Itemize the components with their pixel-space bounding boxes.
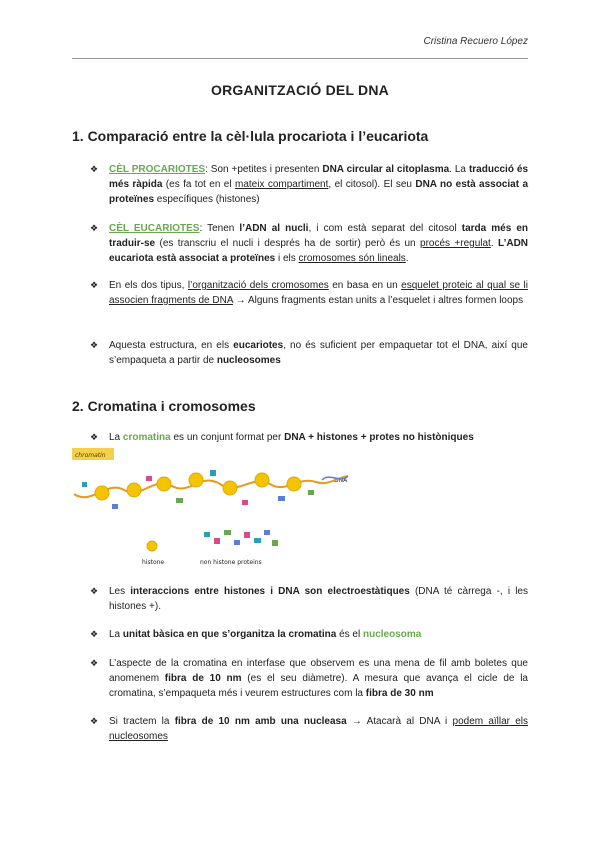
bullet-interaccions	[90, 584, 528, 614]
bullet-diamond-icon: ❖	[90, 586, 99, 596]
dna-strand	[74, 476, 348, 497]
section-1-heading: 1. Comparació entre la cèl·lula procariota i l’eucariota	[72, 128, 429, 144]
bullet-aspecte-cromatina	[90, 656, 528, 701]
bullet-cromatina	[90, 430, 528, 445]
non-histone-legend-icon	[204, 530, 278, 546]
protein-blob	[176, 498, 183, 503]
bullet-text: En els dos tipus, l’organització dels cromosomes en basa en un esquelet proteic al qual se li associen fragments de DNA → Alguns fragments estan units a l’esquelet i altres formen loops	[109, 280, 528, 306]
bullet-diamond-icon: ❖	[90, 629, 99, 639]
protein-blob	[308, 490, 314, 495]
bullet-organitzacio	[90, 278, 528, 308]
chromatin-diagram	[72, 446, 362, 572]
histone-legend-label: histone	[142, 559, 165, 566]
protein-blob	[210, 470, 216, 476]
dna-label: DNA	[334, 477, 348, 484]
histone-bead	[95, 486, 109, 500]
header-divider	[72, 58, 528, 59]
nucleosome-beads	[95, 473, 301, 500]
bullet-diamond-icon: ❖	[90, 658, 99, 668]
bullet-nucleasa	[90, 714, 528, 744]
bullet-text: Si tractem la fibra de 10 nm amb una nucleasa → Atacarà al DNA i podem aïllar els nucleosomes	[109, 716, 529, 742]
author-name: Cristina Recuero López	[423, 36, 528, 47]
bullet-unitat-basica	[90, 627, 528, 642]
bullet-eucariotes	[90, 221, 528, 266]
histone-bead	[127, 483, 141, 497]
bullet-diamond-icon: ❖	[90, 340, 99, 350]
histone-bead	[287, 477, 301, 491]
bullet-procariotes	[90, 162, 528, 207]
bullet-diamond-icon: ❖	[90, 716, 99, 726]
histone-legend-icon	[147, 541, 157, 551]
histone-bead	[223, 481, 237, 495]
bullet-text: CÈL EUCARIOTES: Tenen l’ADN al nucli, i com està separat del citosol tarda més en traduir-se (es transcriu el nucli i després ha de sortir) però és un procés +regulat. L’ADN eucariota està associat a proteïnes i els cromosomes són lineals.	[109, 223, 529, 264]
chromatin-label: chromatin	[75, 452, 106, 459]
protein-blob	[82, 482, 87, 487]
protein-blob	[146, 476, 152, 481]
protein-blob	[278, 496, 285, 501]
histone-bead	[157, 477, 171, 491]
bullet-diamond-icon: ❖	[90, 223, 99, 233]
bullet-text: La cromatina es un conjunt format per DNA + histones + protes no històniques	[109, 432, 474, 443]
section-2-heading: 2. Cromatina i cromosomes	[72, 398, 256, 414]
protein-blob	[242, 500, 248, 505]
bullet-text: Les interaccions entre histones i DNA son electroestàtiques (DNA té càrrega -, i les histones +).	[109, 586, 528, 612]
bullet-diamond-icon: ❖	[90, 432, 99, 442]
protein-blob	[112, 504, 118, 509]
bullet-text: CÈL PROCARIOTES: Son +petites i presenten DNA circular al citoplasma. La traducció és més ràpida (es fa tot en el mateix compartiment, el citosol). El seu DNA no està associat a proteïnes específiques (histones)	[109, 164, 529, 205]
bullet-diamond-icon: ❖	[90, 280, 99, 290]
bullet-text: La unitat bàsica en que s’organitza la cromatina és el nucleosoma	[109, 629, 422, 640]
histone-bead	[189, 473, 203, 487]
bullet-text: Aquesta estructura, en els eucariotes, no és suficient per empaquetar tot el DNA, així que s’empaqueta a partir de nucleosomes	[109, 340, 528, 366]
histone-bead	[255, 473, 269, 487]
non-histone-legend-label: non histone proteins	[200, 559, 262, 566]
bullet-text: L’aspecte de la cromatina en interfase que observem es una mena de fil amb boletes que anomenem fibra de 10 nm (es el seu diàmetre). A mesura que avança el cicle de la cromatina, s’empaqueta més i veurem estructures com la fibra de 30 nm	[109, 658, 528, 699]
document-title: ORGANITZACIÓ DEL DNA	[211, 82, 389, 98]
bullet-nucleosomes	[90, 338, 528, 368]
bullet-diamond-icon: ❖	[90, 164, 99, 174]
